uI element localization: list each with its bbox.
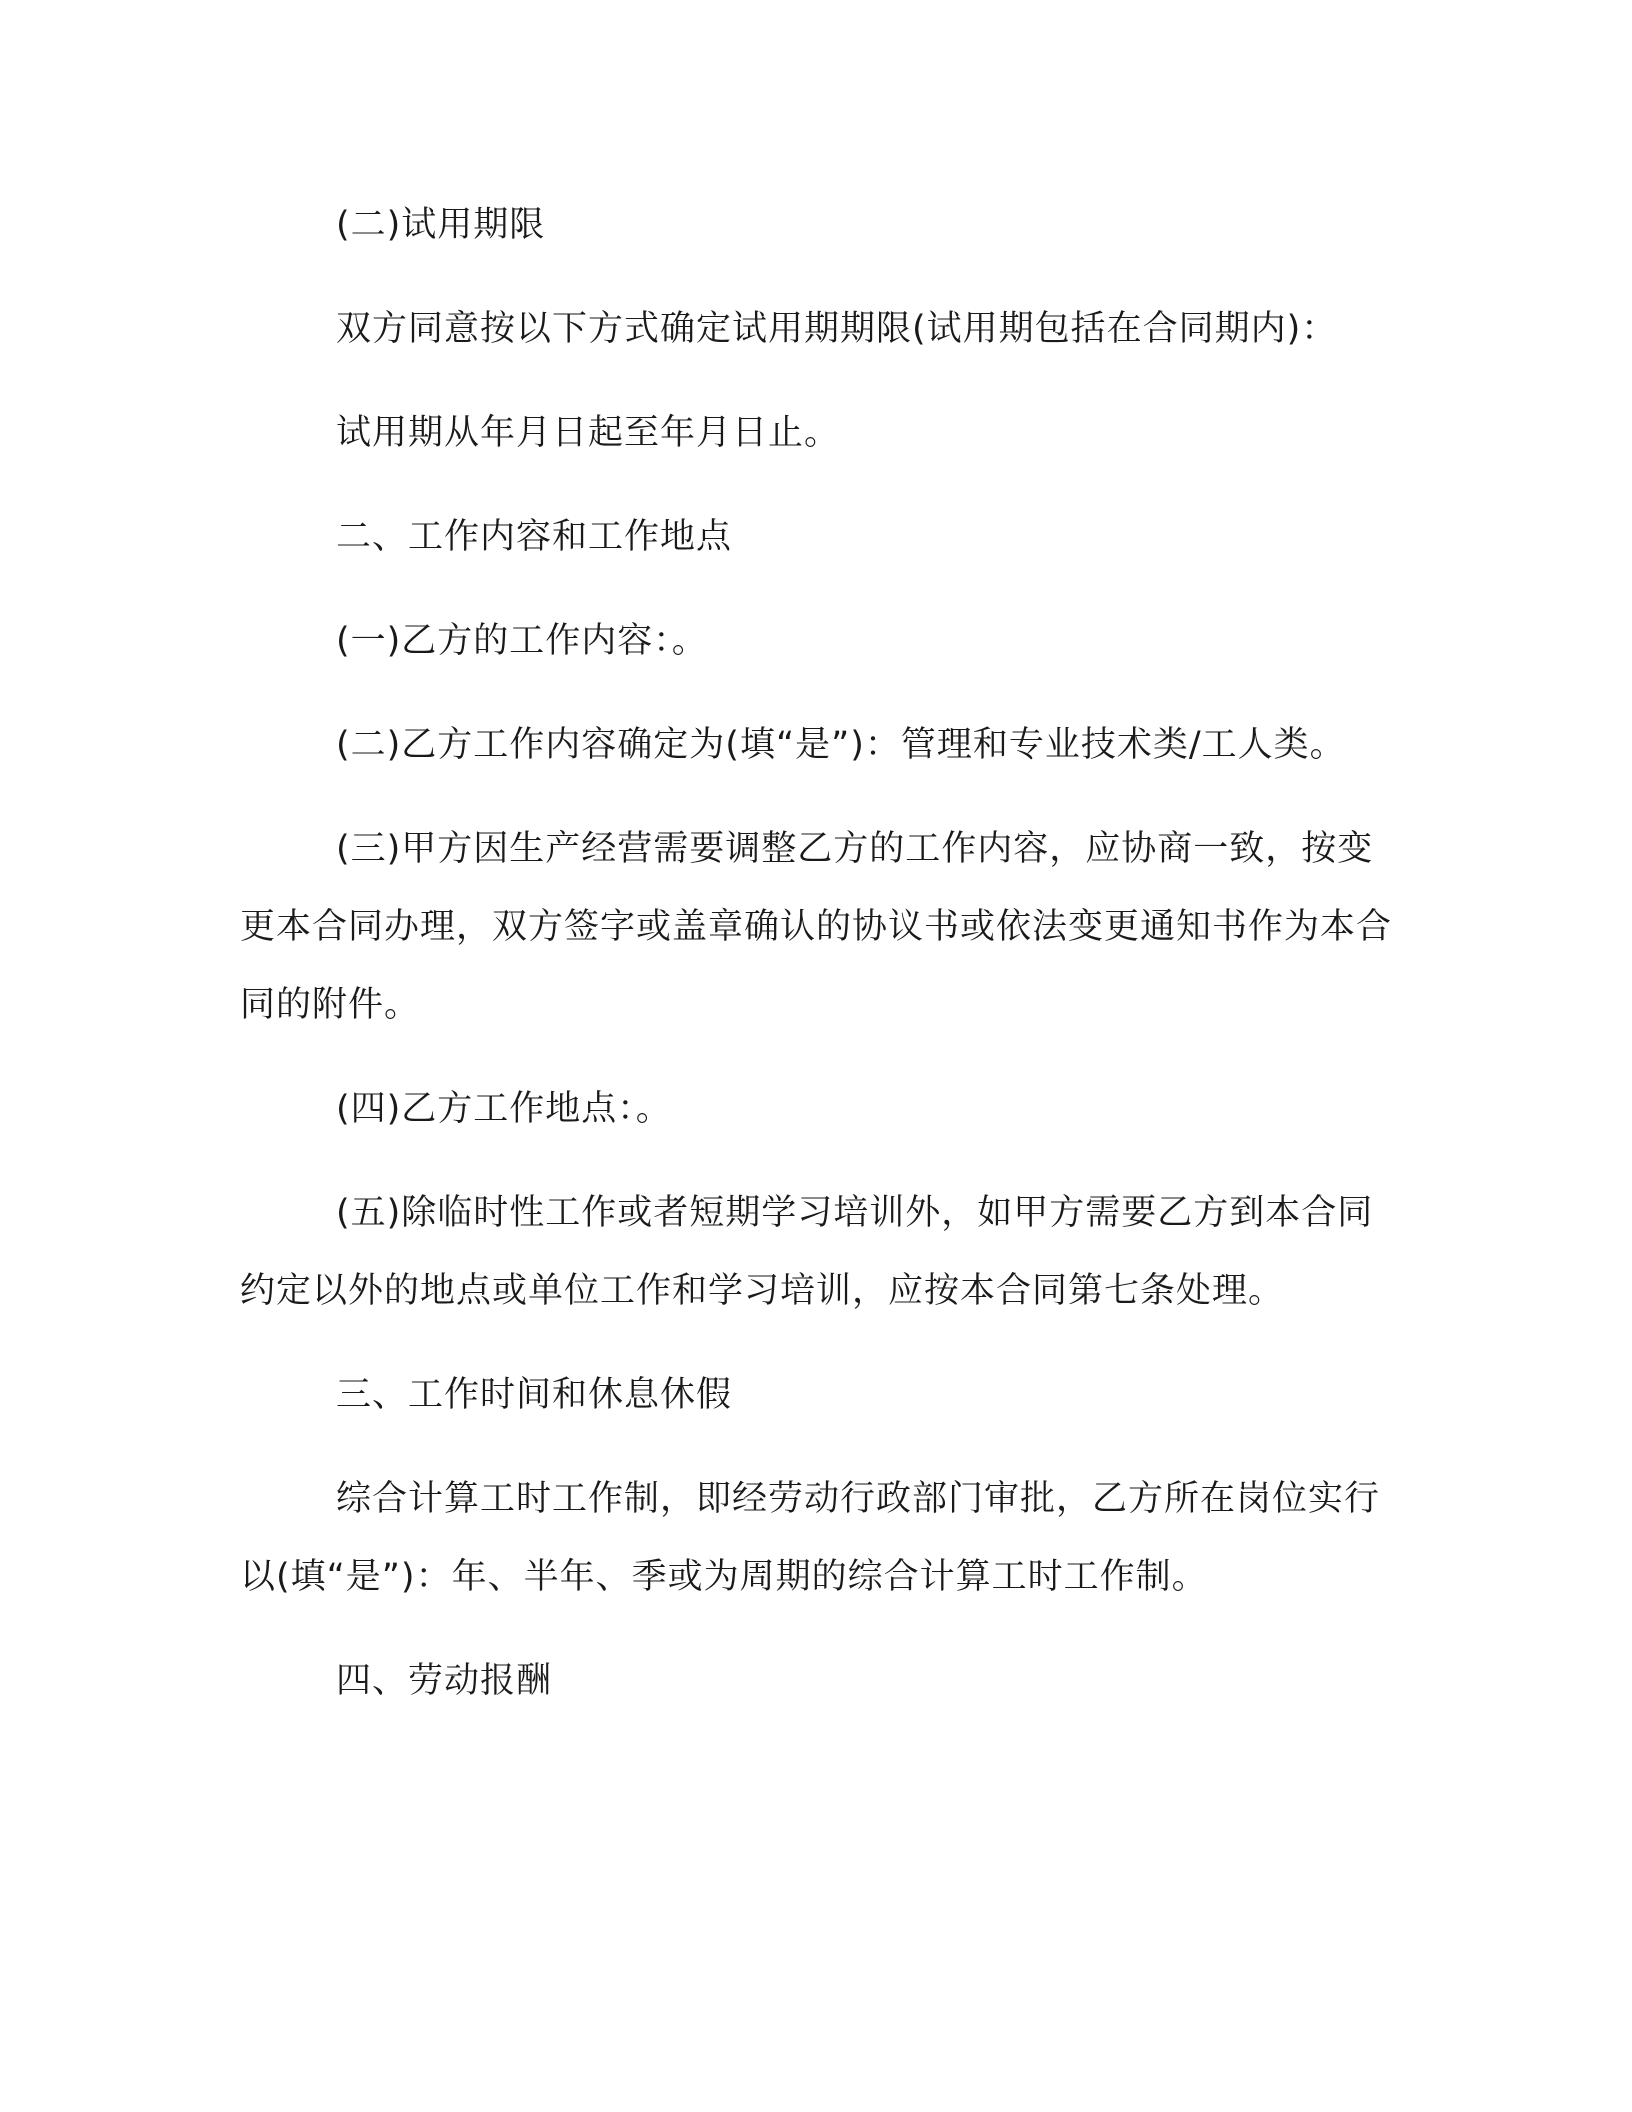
paragraph-work-content: (一)乙方的工作内容：。 (336, 621, 708, 661)
paragraph-probation-dates: 试用期从年月日起至年月日止。 (336, 413, 841, 453)
section-heading-compensation: 四、劳动报酬 (336, 1661, 553, 1701)
section-heading-work-hours: 三、工作时间和休息休假 (336, 1375, 733, 1415)
paragraph-offsite-work: (五)除临时性工作或者短期学习培训外，如甲方需要乙方到本合同约定以外的地点或单位工作和学习培训，应按本合同第七条处理。 (240, 1193, 1374, 1311)
document-body (240, 186, 1392, 1746)
paragraph-work-type: (二)乙方工作内容确定为(填“是”)：管理和专业技术类/工人类。 (336, 725, 1346, 765)
paragraph-content-adjustment: (三)甲方因生产经营需要调整乙方的工作内容，应协商一致，按变更本合同办理，双方签字或盖章确认的协议书或依法变更通知书作为本合同的附件。 (240, 829, 1393, 1025)
paragraph-work-location: (四)乙方工作地点：。 (336, 1089, 672, 1129)
paragraph-work-hours-system: 综合计算工时工作制，即经劳动行政部门审批，乙方所在岗位实行以(填“是”)：年、半年、季或为周期的综合计算工时工作制。 (240, 1479, 1381, 1597)
section-heading-work-content-location: 二、工作内容和工作地点 (336, 517, 733, 557)
paragraph-probation-heading: (二)试用期限 (336, 205, 546, 245)
paragraph-probation-agreement: 双方同意按以下方式确定试用期期限(试用期包括在合同期内)： (336, 309, 1338, 349)
